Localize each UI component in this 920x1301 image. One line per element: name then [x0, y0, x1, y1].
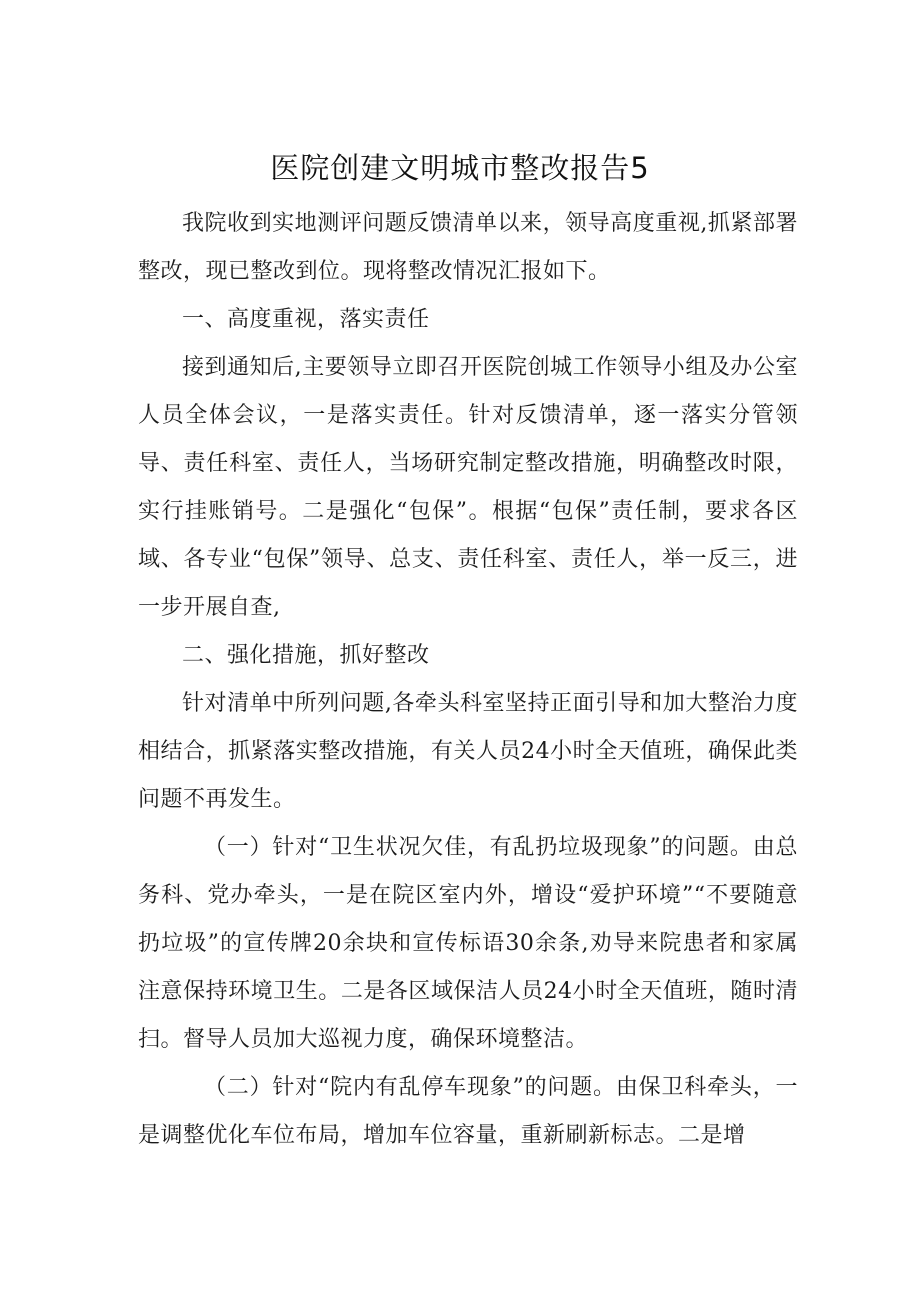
document-title: 医院创建文明城市整改报告5	[270, 151, 650, 185]
subsection-1-paragraph: （一）针对“卫生状况欠佳，有乱扔垃圾现象”的问题。由总务科、党办牵头，一是在院区室内外，增设“爱护环境”“不要随意扔垃圾”的宣传牌20余块和宣传标语30余条,劝导来院患者和家属注意保持环境卫生。二是各区域保洁人员24小时全天值班，随时清扫。督导人员加大巡视力度，确保环境整洁。	[138, 835, 798, 1052]
section-heading-2: 二、强化措施，抓好整改	[182, 643, 430, 668]
intro-paragraph: 我院收到实地测评问题反馈清单以来，领导高度重视,抓紧部署整改，现已整改到位。现将整改情况汇报如下。	[138, 211, 798, 284]
section-1-paragraph: 接到通知后,主要领导立即召开医院创城工作领导小组及办公室人员全体会议，一是落实责任。针对反馈清单，逐一落实分管领导、责任科室、责任人，当场研究制定整改措施，明确整改时限，实行挂账销号。二是强化“包保”。根据“包保”责任制，要求各区域、各专业“包保”领导、总支、责任科室、责任人，举一反三，进一步开展自查,	[138, 355, 798, 620]
document-body	[138, 200, 798, 1160]
section-heading-1: 一、高度重视，落实责任	[182, 307, 430, 332]
section-2-paragraph: 针对清单中所列问题,各牵头科室坚持正面引导和加大整治力度相结合，抓紧落实整改措施，有关人员24小时全天值班，确保此类问题不再发生。	[138, 691, 798, 812]
subsection-2-paragraph: （二）针对“院内有乱停车现象”的问题。由保卫科牵头，一是调整优化车位布局，增加车位容量，重新刷新标志。二是增	[138, 1075, 798, 1148]
